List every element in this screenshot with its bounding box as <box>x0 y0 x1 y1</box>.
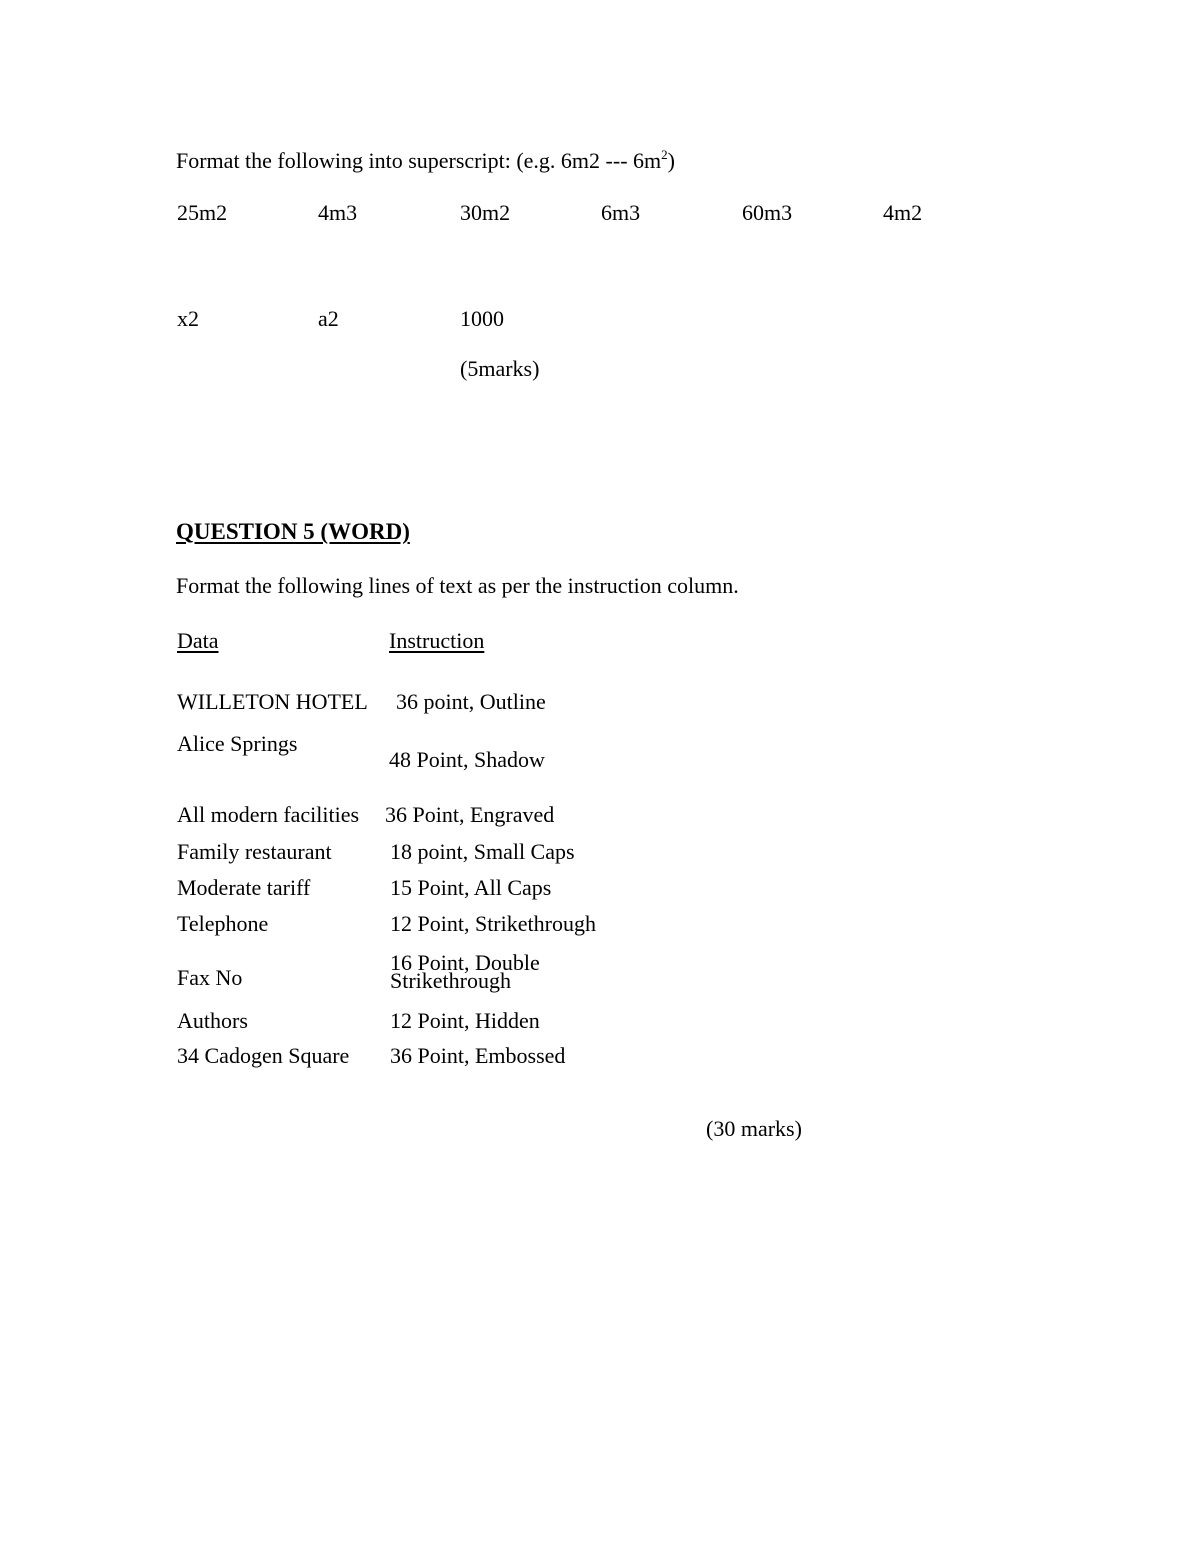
data-cell: All modern facilities <box>177 802 360 827</box>
data-cell: Authors <box>177 1008 248 1033</box>
instruction-cell: 12 Point, Strikethrough <box>390 911 596 936</box>
superscript-item: 4m3 <box>318 200 358 225</box>
instruction-cell: 12 Point, Hidden <box>390 1008 540 1033</box>
column-header-instruction: Instruction <box>389 628 485 653</box>
data-cell: Fax No <box>177 965 243 990</box>
superscript-marks: (5marks) <box>460 356 540 381</box>
superscript-instruction-suffix: ) <box>667 148 675 173</box>
superscript-item: 1000 <box>460 306 504 331</box>
data-cell: Alice Springs <box>177 731 298 756</box>
superscript-item: a2 <box>318 306 339 331</box>
instruction-cell: 48 Point, Shadow <box>389 747 545 772</box>
superscript-instruction <box>176 146 675 173</box>
question-instruction: Format the following lines of text as per the instruction column. <box>176 573 739 598</box>
instruction-cell: 15 Point, All Caps <box>390 875 552 900</box>
instruction-cell: 36 point, Outline <box>396 689 546 714</box>
column-header-data: Data <box>177 628 219 653</box>
superscript-item: 30m2 <box>460 200 511 225</box>
data-cell: WILLETON HOTEL <box>177 689 368 714</box>
superscript-example-exponent: 2 <box>661 146 668 162</box>
instruction-cell: 36 Point, Embossed <box>390 1043 566 1068</box>
question-marks: (30 marks) <box>706 1116 802 1141</box>
instruction-cell: 16 Point, Double Strikethrough <box>390 950 540 993</box>
superscript-instruction-text: Format the following into superscript: (e.g. 6m2 --- 6m <box>176 148 662 173</box>
superscript-item: 4m2 <box>883 200 923 225</box>
instruction-cell: 18 point, Small Caps <box>390 839 575 864</box>
data-cell: Family restaurant <box>177 839 332 864</box>
data-cell: Moderate tariff <box>177 875 311 900</box>
superscript-item: 6m3 <box>601 200 641 225</box>
question-heading: QUESTION 5 (WORD) <box>176 519 410 544</box>
instruction-cell: 36 Point, Engraved <box>385 802 555 827</box>
data-cell: 34 Cadogen Square <box>177 1043 350 1068</box>
superscript-item: x2 <box>177 306 199 331</box>
superscript-item: 25m2 <box>177 200 228 225</box>
superscript-item: 60m3 <box>742 200 793 225</box>
data-cell: Telephone <box>177 911 269 936</box>
